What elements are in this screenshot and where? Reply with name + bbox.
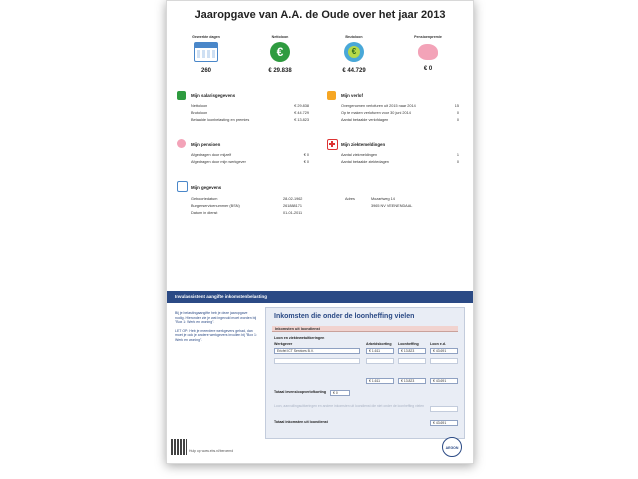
- panel-bar: Inkomsten uit loondienst: [272, 326, 458, 332]
- wage-tax-field[interactable]: € 13.823: [398, 348, 426, 354]
- assistant-text: Bij je belastingaangifte heb je deze jaaropgave nodig. Hieronder zie je wat ingevuld moet worden bij "Box 1: Werk en woning".: [175, 311, 257, 325]
- total-income-label: Totaal inkomsten uit loondienst: [274, 420, 328, 424]
- leave-value: 15: [454, 104, 459, 108]
- employer-field-empty[interactable]: [274, 358, 360, 364]
- id-card-icon: [177, 181, 188, 192]
- palm-tree-icon: [327, 91, 336, 100]
- column-employer: Werkgever: [274, 342, 293, 346]
- section-heading-sick: Mijn ziektemeldingen: [341, 142, 386, 147]
- pension-value: € 0: [303, 160, 309, 164]
- annual-statement-page: [166, 0, 474, 464]
- wage-tax-field-empty[interactable]: [398, 358, 426, 364]
- assistant-tip: LET OP: Heb je meerdere werkgevers gehad, dan moet je ook je andere werkgevers invullen bij "Box 1: Werk en woning".: [175, 328, 257, 342]
- address-label: Adres: [345, 197, 355, 201]
- salary-label: Brutoloon: [191, 111, 208, 115]
- levensloop-field[interactable]: € 0: [330, 390, 350, 396]
- wage-field[interactable]: € 43.691: [430, 348, 458, 354]
- sick-label: Aantal ziekmeldingen: [341, 153, 378, 157]
- euro-coin-icon: €: [270, 42, 290, 62]
- medical-cross-icon: [327, 139, 338, 150]
- section-heading-pension: Mijn pensioen: [191, 142, 221, 147]
- piggy-bank-icon: [177, 139, 186, 148]
- details-value: 01-01-2011: [283, 211, 303, 215]
- details-value: 28-02-1962: [283, 197, 303, 201]
- section-heading-salary: Mijn salarisgegevens: [191, 93, 236, 98]
- levensloop-label: Totaal levensloopverlofkorting: [274, 390, 327, 394]
- leave-value: 0: [456, 118, 459, 122]
- sick-label: Aantal betaalde ziektedagen: [341, 160, 389, 164]
- sick-value: 1: [456, 153, 459, 157]
- leave-label: Overgenomen verlofuren uit 2015 naar 2014: [341, 104, 416, 108]
- salary-label: Betaalde loonbelasting en premies: [191, 118, 250, 122]
- qr-code-icon: [171, 439, 187, 455]
- tile-gross-salary: [329, 35, 379, 74]
- pension-label: Afgedragen door mijzelf: [191, 153, 232, 157]
- column-labour-credit: Arbeidskorting: [366, 342, 392, 346]
- leave-label: Op te maken verlofuren voor 30 juni 2014: [341, 111, 411, 115]
- pension-label: Afgedragen door mijn werkgever: [191, 160, 246, 164]
- euro-coin-icon: €: [344, 42, 364, 62]
- tile-value: € 29.838: [268, 68, 292, 74]
- tile-value: € 0: [423, 66, 433, 72]
- total-wage-tax-field[interactable]: € 13.823: [398, 378, 426, 384]
- footer-text: Hulp op www.ebs.nl/beroemd: [189, 449, 234, 453]
- details-value: 261888171: [283, 204, 303, 208]
- column-wage: Loon e.d.: [430, 342, 446, 346]
- details-label: Geboortedatum: [191, 197, 218, 201]
- tile-value: 260: [200, 68, 211, 74]
- total-labour-credit-field[interactable]: € 1.611: [366, 378, 394, 384]
- tile-value: € 44.729: [342, 68, 366, 74]
- tile-label: Gewerkte dagen: [192, 35, 220, 39]
- panel-subheading: Loon en ziektewetuitkeringen: [274, 336, 325, 340]
- wage-field-empty[interactable]: [430, 358, 458, 364]
- grey-note: Loon, aanvullingsuitkeringen en andere inkomsten uit loondienst die niet onder de loonheffing vielen: [274, 404, 424, 408]
- section-heading-details: Mijn gegevens: [191, 185, 222, 190]
- labour-credit-field[interactable]: € 1.611: [366, 348, 394, 354]
- piggy-bank-icon: [418, 44, 438, 60]
- money-icon: [177, 91, 186, 100]
- panel-heading: Inkomsten die onder de loonheffing vielen: [274, 313, 415, 320]
- income-panel: [265, 307, 465, 439]
- tile-label: Pensioenpremie: [414, 35, 442, 39]
- salary-value: € 29.838: [294, 104, 309, 108]
- assistant-intro: [175, 311, 257, 343]
- details-label: Burgerservicenummer (BSN): [191, 204, 240, 208]
- leave-value: 0: [456, 111, 459, 115]
- total-wage-field[interactable]: € 43.691: [430, 378, 458, 384]
- labour-credit-field-empty[interactable]: [366, 358, 394, 364]
- tile-pension-premium: [403, 35, 453, 72]
- tile-worked-days: [181, 35, 231, 74]
- calendar-icon: [194, 42, 218, 62]
- details-label: Datum in dienst: [191, 211, 218, 215]
- address-line: Mozartweg 14: [371, 197, 395, 201]
- pension-value: € 0: [303, 153, 309, 157]
- employer-field[interactable]: Ericfel ICT Services B.V.: [274, 348, 360, 354]
- salary-value: € 13.823: [294, 118, 309, 122]
- section-heading-leave: Mijn verlof: [341, 93, 363, 98]
- tile-label: Brutoloon: [345, 35, 363, 39]
- total-income-field[interactable]: € 43.691: [430, 420, 458, 426]
- sick-value: 0: [456, 160, 459, 164]
- salary-label: Nettoloon: [191, 104, 208, 108]
- tile-net-salary: [255, 35, 305, 74]
- other-income-field[interactable]: [430, 406, 458, 412]
- leave-label: Aantal betaalde verlofdagen: [341, 118, 389, 122]
- page-title: Jaaropgave van A.A. de Oude over het jaar 2013: [194, 9, 446, 21]
- company-logo: AEGON: [442, 437, 462, 457]
- tile-label: Nettoloon: [271, 35, 289, 39]
- salary-value: € 44.729: [294, 111, 309, 115]
- column-wage-tax: Loonheffing: [398, 342, 419, 346]
- address-line: 3965 NV VEENENDAAL: [371, 204, 413, 208]
- assistant-banner: Invulassistent aangifte inkomstenbelasting: [167, 291, 473, 303]
